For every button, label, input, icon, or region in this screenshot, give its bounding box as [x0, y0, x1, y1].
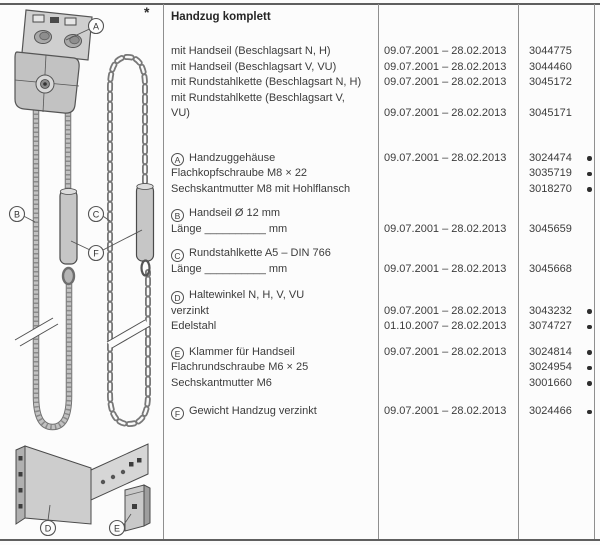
table-section-e — [163, 345, 594, 392]
item-description-cell — [171, 60, 377, 76]
item-description-cell — [171, 262, 377, 278]
table-border-right — [594, 4, 595, 539]
svg-text:A: A — [92, 21, 100, 32]
part-number: 3045659 — [529, 222, 572, 235]
break-mark-chain — [107, 320, 150, 348]
item-description-cell — [171, 106, 377, 122]
item-description-cell — [171, 75, 377, 91]
item-description-cell — [171, 166, 377, 182]
item-description: Edelstahl — [171, 320, 217, 332]
svg-text:C: C — [92, 209, 100, 220]
item-description: VU) — [171, 107, 190, 119]
availability-dot — [587, 325, 592, 330]
table-row — [163, 304, 594, 320]
table-row — [163, 44, 594, 60]
position-badge: C — [171, 249, 184, 262]
table-row — [163, 246, 594, 262]
part-number: 3024814 — [529, 345, 572, 358]
table-row — [163, 222, 594, 238]
date-range: 09.07.2001 – 28.02.2013 — [384, 345, 507, 358]
item-description: Länge __________ mm — [171, 262, 288, 275]
item-description: Gewicht Handzug verzinkt — [189, 405, 317, 417]
table-row — [163, 91, 594, 107]
item-description: Rundstahlkette A5 – DIN 766 — [189, 247, 331, 259]
part-number: 3024466 — [529, 405, 572, 417]
part-number: 3024474 — [529, 151, 572, 164]
item-description: Sechskantmutter M6 — [171, 376, 272, 389]
item-description-cell — [171, 151, 377, 167]
table-row — [163, 404, 594, 420]
item-description: mit Rundstahlkette (Beschlagsart V, — [171, 91, 345, 104]
part-number: 3018270 — [529, 182, 572, 195]
date-range: 09.07.2001 – 28.02.2013 — [384, 76, 507, 88]
item-description-cell — [171, 91, 377, 107]
table-row — [163, 345, 594, 361]
item-description: Sechskantmutter M8 mit Hohlflansch — [171, 182, 351, 195]
date-range: 09.07.2001 – 28.02.2013 — [384, 222, 507, 235]
item-description: Handseil Ø 12 mm — [189, 207, 281, 219]
table-section-d — [163, 288, 594, 335]
availability-dot — [587, 172, 592, 177]
footnote-asterisk: * — [144, 4, 150, 20]
availability-dot — [587, 381, 592, 386]
part-number: 3035719 — [529, 167, 572, 179]
date-range: 09.07.2001 – 28.02.2013 — [384, 60, 507, 73]
item-description-cell — [171, 319, 377, 335]
part-number: 3001660 — [529, 376, 572, 389]
item-description-cell — [171, 360, 377, 376]
hand-pull-illustration — [0, 0, 163, 545]
rope-clamp — [125, 485, 150, 531]
item-description: mit Handseil (Beschlagsart V, VU) — [171, 60, 337, 73]
position-badge: E — [171, 347, 184, 360]
item-description-cell — [171, 44, 377, 60]
item-description-cell — [171, 345, 377, 361]
table-row — [163, 182, 594, 198]
item-description: Haltewinkel N, H, V, VU — [189, 289, 305, 301]
table-section-b — [163, 206, 594, 237]
position-badge: A — [171, 153, 184, 166]
date-range: 09.07.2001 – 28.02.2013 — [384, 304, 507, 317]
position-badge: F — [171, 407, 184, 420]
table-section-f — [163, 404, 594, 420]
item-description-cell — [171, 304, 377, 320]
part-number: 3044775 — [529, 45, 572, 57]
item-description-cell — [171, 376, 377, 392]
parts-table — [163, 3, 594, 420]
table-row — [163, 376, 594, 392]
item-description-cell — [171, 222, 377, 238]
table-row — [163, 360, 594, 376]
table-row — [163, 206, 594, 222]
chain-weight — [137, 184, 154, 276]
date-range: 01.10.2007 – 28.02.2013 — [384, 320, 507, 332]
label-b — [10, 207, 36, 223]
table-section-komplett — [163, 44, 594, 122]
svg-text:F: F — [93, 248, 99, 259]
table-row — [163, 288, 594, 304]
item-description: Klammer für Handseil — [189, 345, 295, 358]
svg-text:D: D — [44, 523, 52, 534]
part-number: 3024954 — [529, 361, 572, 373]
part-number: 3045171 — [529, 107, 572, 119]
pull-housing — [15, 10, 92, 113]
item-description: Flachrundschraube M6 × 25 — [171, 361, 309, 373]
item-description: mit Rundstahlkette (Beschlagsart N, H) — [171, 76, 362, 88]
table-row — [163, 151, 594, 167]
availability-dot — [587, 156, 592, 161]
part-number: 3074727 — [529, 320, 572, 332]
table-row — [163, 319, 594, 335]
position-badge: D — [171, 291, 184, 304]
part-number: 3045172 — [529, 76, 572, 88]
item-description: Länge __________ mm — [171, 222, 288, 235]
table-section-c — [163, 246, 594, 277]
date-range: 09.07.2001 – 28.02.2013 — [384, 405, 507, 417]
part-number: 3043232 — [529, 304, 572, 317]
table-row — [163, 262, 594, 278]
position-badge: B — [171, 209, 184, 222]
item-description: verzinkt — [171, 304, 209, 317]
item-description: Handzuggehäuse — [189, 151, 276, 164]
svg-text:E: E — [113, 523, 121, 534]
item-description: mit Handseil (Beschlagsart N, H) — [171, 45, 331, 57]
availability-dot — [587, 309, 592, 314]
rope-weight — [60, 189, 77, 285]
item-description: Flachkopfschraube M8 × 22 — [171, 167, 308, 179]
item-description-cell — [171, 288, 377, 304]
table-title: Handzug komplett — [171, 11, 271, 23]
svg-text:B: B — [13, 209, 21, 220]
availability-dot — [587, 350, 592, 355]
availability-dot — [587, 187, 592, 192]
availability-dot — [587, 366, 592, 371]
part-number: 3045668 — [529, 262, 572, 275]
table-section-a — [163, 151, 594, 198]
date-range: 09.07.2001 – 28.02.2013 — [384, 45, 507, 57]
availability-dot — [587, 410, 592, 415]
item-description-cell — [171, 206, 377, 222]
item-description-cell — [171, 246, 377, 262]
table-row — [163, 106, 594, 122]
item-description-cell — [171, 182, 377, 198]
table-row — [163, 166, 594, 182]
table-row — [163, 75, 594, 91]
table-row — [163, 60, 594, 76]
date-range: 09.07.2001 – 28.02.2013 — [384, 262, 507, 275]
label-c — [89, 207, 111, 222]
date-range: 09.07.2001 – 28.02.2013 — [384, 107, 507, 119]
label-f — [71, 230, 142, 261]
table-sections — [163, 44, 594, 420]
item-description-cell — [171, 404, 377, 420]
date-range: 09.07.2001 – 28.02.2013 — [384, 151, 507, 164]
part-number: 3044460 — [529, 60, 572, 73]
